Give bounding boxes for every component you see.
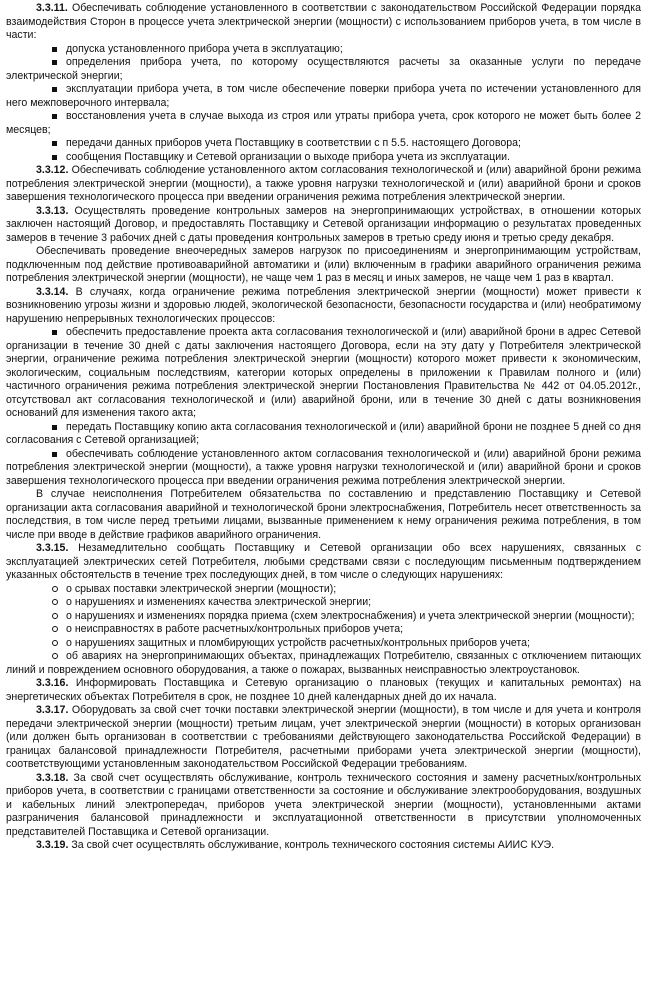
paragraph	[6, 488, 641, 542]
clause-paragraph	[6, 839, 641, 853]
clause-text: Оборудовать за свой счет точки поставки электрической энергии (мощности), в том числе и для учета и контроля передачи электрической энергии (мощности) третьим лицам, учет электрической энергии (мощности) в которых организован (или должен быть организован в соответствии с требованиями действующего законодательства Российской Федерации) в границах балансовой принадлежности Потребителя, расчетными приборами учета электрической энергии (мощности), соответствующими установленным законодательством Российской Федерации требованиям.	[6, 704, 641, 770]
clause-paragraph	[6, 205, 641, 246]
clause-text: В случаях, когда ограничение режима потребления электрической энергии (мощности) может привести к возникновению угрозы жизни и здоровью людей, экологической безопасности, безопасности государства и (или) необратимому нарушению непрерывных технологических процессов:	[6, 285, 641, 325]
bullet-text: восстановления учета в случае выхода из строя или утраты прибора учета, срок которого не может быть более 2 месяцев;	[6, 110, 641, 136]
clause-paragraph	[6, 677, 641, 704]
bullet-item	[6, 56, 641, 83]
bullet-text: о нарушениях и изменениях порядка приема (схем электроснабжения) и учета электрической энергии (мощности);	[66, 609, 635, 622]
bullet-text: обеспечить предоставление проекта акта согласования технологической и (или) аварийной брони в адрес Сетевой организации в течение 30 дней с даты заключения настоящего Договора, если на эту дату у Потребителя электрической энергии, ограничение режима потребления электрической энергии (мощности) которого может привести к экономическим, экологическим, социальным последствиям, категории которых определены в приложении к Правилам полного и (или) частичного ограничения режима потребления электрической энергии Постановления Правительства № 442 от 04.05.2012г., отсутствовал акт согласования технологической и (или) аварийной брони, или в течение 30 дней с даты возникновения оснований для изменения такого акта;	[6, 326, 641, 419]
document-body	[6, 2, 641, 853]
clause-text: Информировать Поставщика и Сетевую организацию о плановых (текущих и капитальных ремонтах) на энергетических объектах Потребителя в срок, не позднее 10 дней календарных дней до их начала.	[6, 677, 641, 703]
clause-number: 3.3.15.	[36, 542, 69, 554]
bullet-item	[6, 326, 641, 421]
bullet-text: обеспечивать соблюдение установленного актом согласования технологической и (или) аварийной брони режима потребления электрической энергии (мощности), а также уровня нагрузки технологической и (или) аварийной брони и сроков завершения технологического процесса при введении ограничения режима потребления электрической энергии.	[6, 447, 641, 487]
bullet-item	[6, 83, 641, 110]
bullet-text: передать Поставщику копию акта согласования технологической и (или) аварийной брони не позднее 5 дней со дня согласования с Сетевой организацией;	[6, 420, 641, 446]
clause-number: 3.3.19.	[36, 839, 69, 851]
bullet-item	[6, 596, 641, 610]
bullet-text: допуска установленного прибора учета в эксплуатацию;	[66, 42, 343, 55]
bullet-text: о нарушениях и изменениях качества электрической энергии;	[66, 596, 372, 608]
bullet-item	[6, 151, 641, 165]
clause-text: За свой счет осуществлять обслуживание, контроль технического состояния системы АИИС КУЭ.	[68, 839, 555, 851]
paragraph	[6, 245, 641, 286]
clause-paragraph	[6, 542, 641, 583]
bullet-text: о неисправностях в работе расчетных/контрольных приборов учета;	[66, 623, 404, 635]
clause-number: 3.3.14.	[36, 285, 69, 298]
clause-text: Обеспечивать проведение внеочередных замеров нагрузок по присоединениям и энергопринимающим устройствам, подключенным под действие противоаварийной автоматики и (или) включенным в графики аварийного ограничения режима потребления электрической энергии (мощности), не чаще чем 1 раз в месяц и иных замеров, не чаще чем 1 раз в квартал.	[6, 245, 641, 284]
bullet-item	[6, 43, 641, 57]
bullet-text: сообщения Поставщику и Сетевой организации о выходе прибора учета из эксплуатации.	[66, 150, 510, 163]
bullet-item	[6, 110, 641, 137]
bullet-item	[6, 421, 641, 448]
clause-paragraph	[6, 704, 641, 772]
clause-number: 3.3.16.	[36, 677, 69, 689]
bullet-text: передачи данных приборов учета Поставщику в соответствии с п 5.5. настоящего Договора;	[66, 137, 521, 149]
clause-text: Обеспечивать соблюдение установленного в соответствии с законодательством Российской Федерации порядка взаимодействия Сторон в процессе учета электрической энергии (мощности) с использованием приборов учета, в том числе в части:	[6, 2, 641, 41]
clause-number: 3.3.12.	[36, 164, 69, 176]
bullet-item	[6, 650, 641, 677]
clause-number: 3.3.17.	[36, 704, 69, 716]
bullet-item	[6, 637, 641, 651]
clause-number: 3.3.18.	[36, 771, 69, 784]
bullet-item	[6, 623, 641, 637]
bullet-text: определения прибора учета, по которому осуществляются расчеты за оказанные услуги по передаче электрической энергии;	[6, 56, 641, 82]
clause-number: 3.3.11.	[36, 2, 68, 14]
clause-text: В случае неисполнения Потребителем обязательства по составлению и представлению Поставщику и Сетевой организации акта согласования аварийной и технологической брони электроснабжения, Потребитель несет ответственность за последствия, в том числе перед третьими лицами, вызванные применением к нему ограничения режима потребления, в том числе при вводе в действие графиков аварийного ограничения.	[6, 488, 641, 541]
clause-text: За свой счет осуществлять обслуживание, контроль технического состояния и замену расчетных/контрольных приборов учета, в соответствии с границами ответственности за состояние и обслуживание электрооборудования, воздушных и кабельных линий электропередач, приборов учета электрической энергии (мощности), установленными актами разграничения балансовой принадлежности и эксплуатационной ответственности в присутствии уполномоченных представителей Поставщика и Сетевой организации.	[6, 771, 641, 838]
bullet-item	[6, 448, 641, 489]
clause-paragraph	[6, 772, 641, 840]
bullet-item	[6, 137, 641, 151]
bullet-item	[6, 610, 641, 624]
clause-text: Осуществлять проведение контрольных замеров на энергопринимающих устройствах, в отношении которых заключен настоящий Договор, и предоставлять Поставщику и Сетевой организации информацию о результатах проведенных замеров в течение 3 рабочих дней с даты проведения контрольных замеров в третью среду июня и третью среду декабря.	[6, 204, 641, 244]
bullet-text: эксплуатации прибора учета, в том числе обеспечение поверки прибора учета по истечении установленного для него межповерочного интервала;	[6, 83, 641, 109]
bullet-text: о срывах поставки электрической энергии (мощности);	[66, 582, 337, 595]
bullet-item	[6, 583, 641, 597]
clause-paragraph	[6, 164, 641, 205]
bullet-text: об авариях на энергопринимающих объектах, принадлежащих Потребителю, связанных с отключением питающих линий и повреждением основного оборудования, а также о пожарах, вызванных неисправностью электроустановок.	[6, 650, 641, 676]
clause-number: 3.3.13.	[36, 204, 69, 217]
clause-paragraph	[6, 2, 641, 43]
bullet-text: о нарушениях защитных и пломбирующих устройств расчетных/контрольных приборов учета;	[66, 636, 530, 649]
clause-text: Обеспечивать соблюдение установленного актом согласования технологической и (или) аварийной брони режима потребления электрической энергии (мощности), а также уровня нагрузки технологической и (или) аварийной брони и сроков завершения технологического процесса при введении ограничения режима потребления электрической энергии.	[6, 164, 641, 203]
clause-text: Незамедлительно сообщать Поставщику и Сетевой организации обо всех нарушениях, связанных с эксплуатацией электрических сетей Потребителя, любыми средствами связи с последующим письменным подтверждением указанных обстоятельств в течение трех последующих дней, в том числе о следующих нарушениях:	[6, 542, 641, 581]
clause-paragraph	[6, 286, 641, 327]
